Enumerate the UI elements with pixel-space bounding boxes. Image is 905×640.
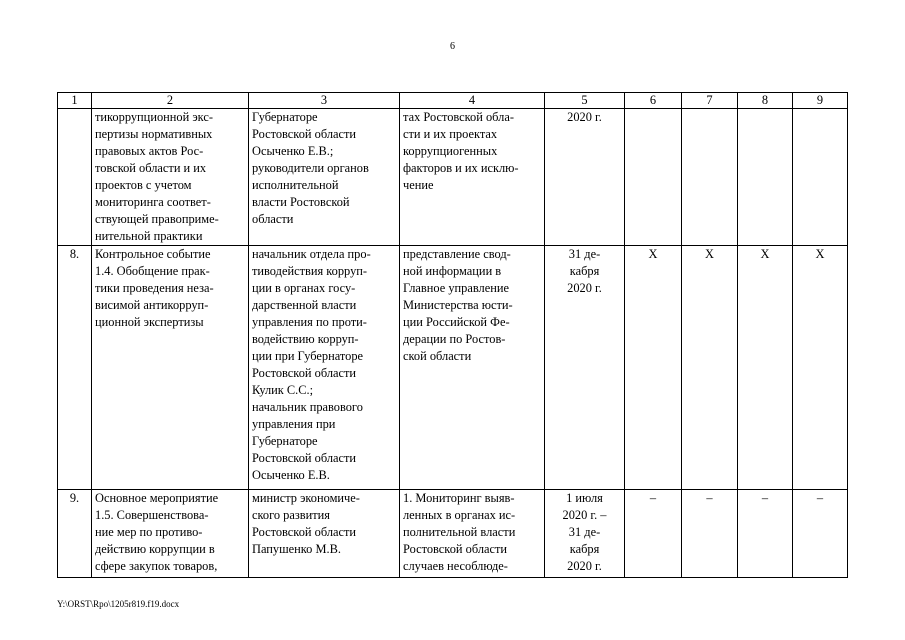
responsible-cell: начальник отдела про- тиводействия корруп- ции в органах госу- дарственной власти управления по проти- водействию корруп- ции при Губернаторе Ростовской области Кулик С.С.; начальник правового управления при Губернаторе Ростовской области Осыченко Е.В. — [249, 246, 400, 490]
plan-table — [57, 92, 848, 578]
col6-cell: Х — [625, 246, 682, 490]
header-cell: 6 — [625, 93, 682, 109]
col9-cell — [793, 109, 848, 246]
col8-cell: – — [738, 490, 793, 578]
col9-cell: Х — [793, 246, 848, 490]
col9-cell: – — [793, 490, 848, 578]
deadline-cell: 1 июля 2020 г. – 31 де- кабря 2020 г. — [545, 490, 625, 578]
col6-cell — [625, 109, 682, 246]
header-cell: 7 — [682, 93, 738, 109]
table-header-row — [58, 93, 848, 109]
header-cell: 8 — [738, 93, 793, 109]
event-cell: Основное мероприятие 1.5. Совершенствова- ние мер по противо- действию коррупции в сфере закупок товаров, — [92, 490, 249, 578]
header-cell: 2 — [92, 93, 249, 109]
col6-cell: – — [625, 490, 682, 578]
responsible-cell: министр экономиче- ского развития Ростовской области Папушенко М.В. — [249, 490, 400, 578]
deadline-cell: 2020 г. — [545, 109, 625, 246]
row-number-cell: 9. — [58, 490, 92, 578]
event-cell: Контрольное событие 1.4. Обобщение прак- тики проведения неза- висимой антикорруп- ционной экспертизы — [92, 246, 249, 490]
row-number-cell: 8. — [58, 246, 92, 490]
header-cell: 9 — [793, 93, 848, 109]
table-row — [58, 246, 848, 490]
col7-cell: Х — [682, 246, 738, 490]
page-number: 6 — [450, 41, 455, 52]
responsible-cell: Губернаторе Ростовской области Осыченко Е.В.; руководители органов исполнительной власти Ростовской области — [249, 109, 400, 246]
result-cell: тах Ростовской обла- сти и их проектах коррупциогенных факторов и их исклю- чение — [400, 109, 545, 246]
col8-cell — [738, 109, 793, 246]
col8-cell: Х — [738, 246, 793, 490]
table-row — [58, 109, 848, 246]
result-cell: 1. Мониторинг выяв- ленных в органах ис- полнительной власти Ростовской области случаев несоблюде- — [400, 490, 545, 578]
header-cell: 3 — [249, 93, 400, 109]
header-cell: 4 — [400, 93, 545, 109]
file-path-footer: Y:\ORST\Rpo\1205r819.f19.docx — [57, 599, 180, 609]
row-number-cell — [58, 109, 92, 246]
col7-cell — [682, 109, 738, 246]
table-row — [58, 490, 848, 578]
col7-cell: – — [682, 490, 738, 578]
event-cell: тикоррупционной экс- пертизы нормативных правовых актов Рос- товской области и их проектов с учетом мониторинга соответ- ствующей правоприме- нительной практики — [92, 109, 249, 246]
deadline-cell: 31 де- кабря 2020 г. — [545, 246, 625, 490]
header-cell: 1 — [58, 93, 92, 109]
result-cell: представление свод- ной информации в Главное управление Министерства юсти- ции Российской Фе- дерации по Ростов- ской области — [400, 246, 545, 490]
header-cell: 5 — [545, 93, 625, 109]
